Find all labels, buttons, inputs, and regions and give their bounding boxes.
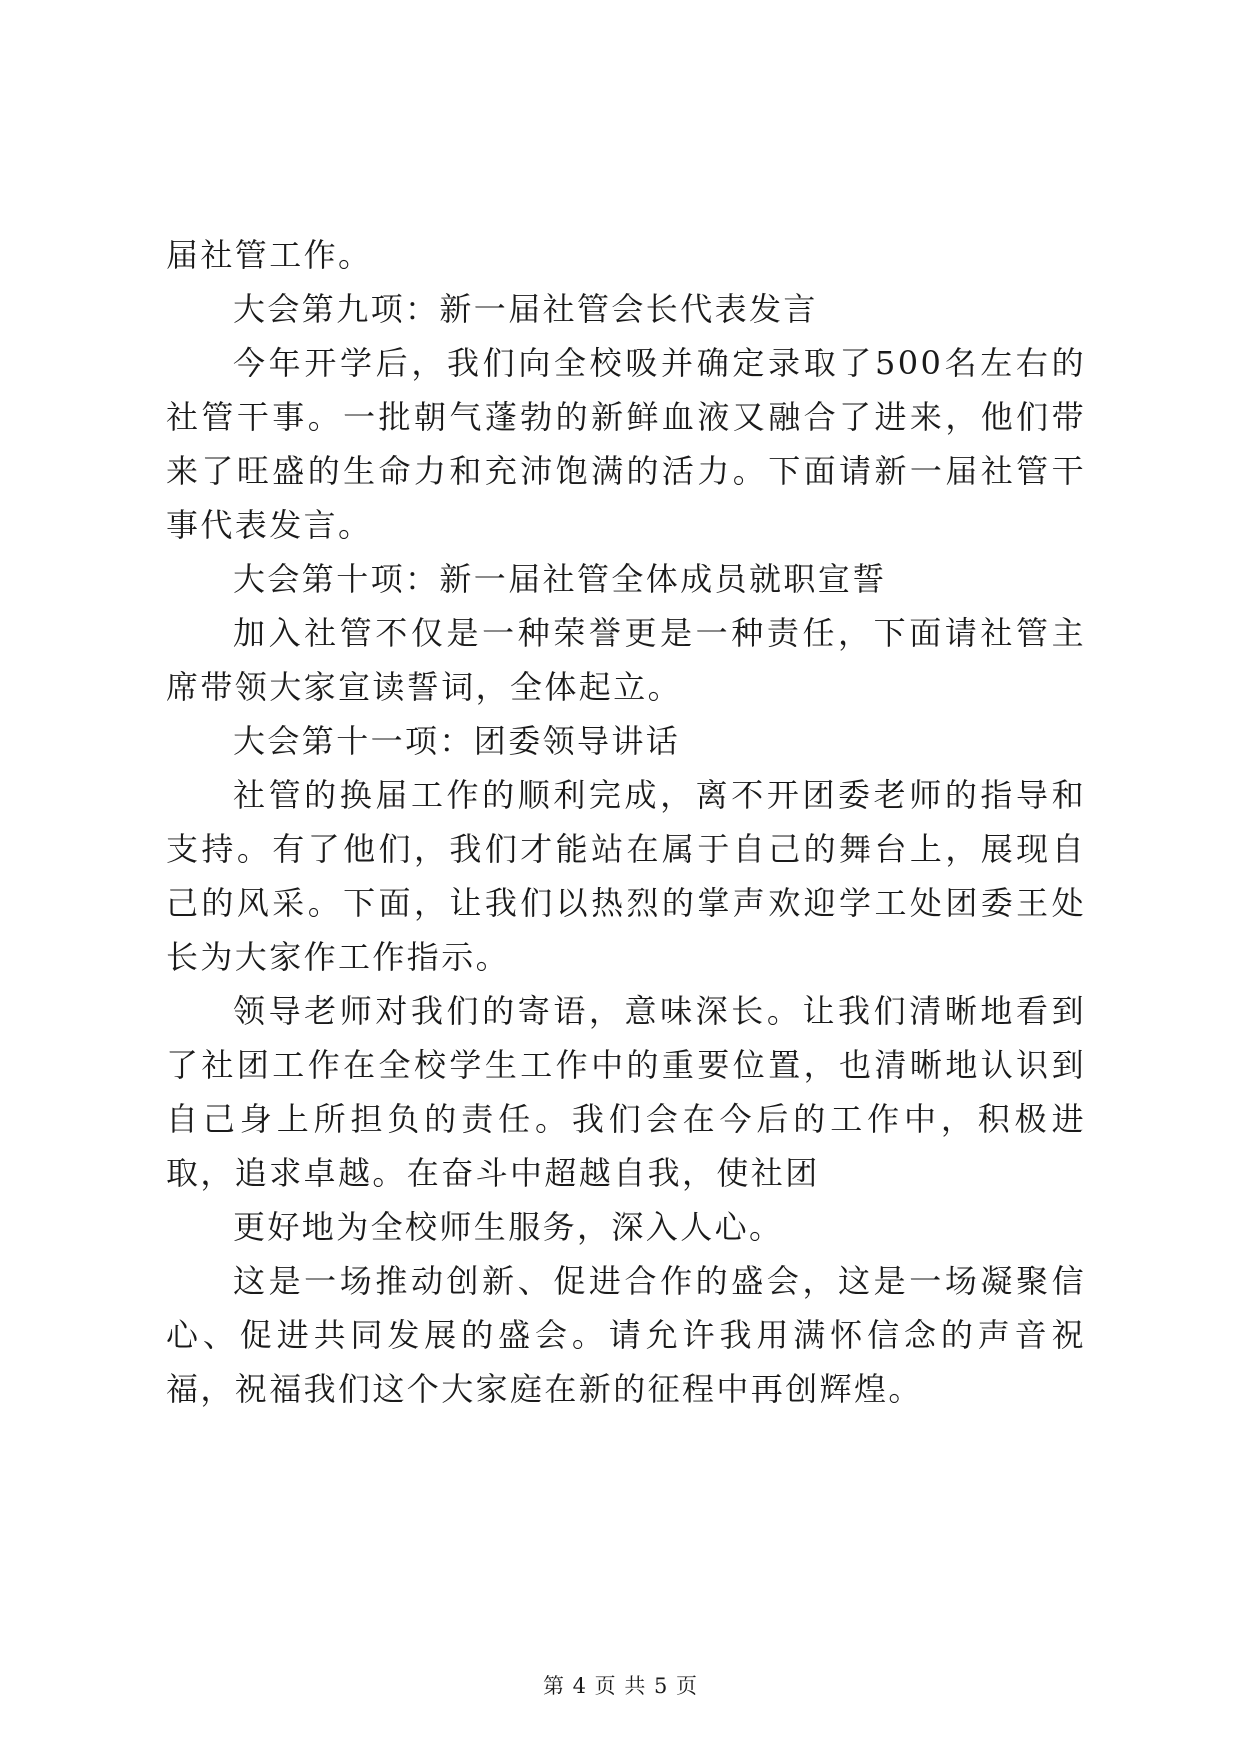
agenda-item-ten: 大会第十项：新一届社管全体成员就职宣誓 <box>233 560 887 598</box>
agenda-item-eleven: 大会第十一项：团委领导讲话 <box>233 722 681 760</box>
paragraph-continued: 届社管工作。 <box>166 236 373 274</box>
paragraph-leader-speech: 社管的换届工作的顺利完成，离不开团委老师的指导和支持。有了他们，我们才能站在属于自己的舞台上，展现自己的风采。下面，让我们以热烈的掌声欢迎学工处团委王处长为大家作工作指示。 <box>166 776 1086 976</box>
paragraph-service: 更好地为全校师生服务，深入人心。 <box>233 1208 784 1246</box>
document-body <box>166 228 1086 1416</box>
agenda-item-nine: 大会第九项：新一届社管会长代表发言 <box>233 290 818 328</box>
page-number-label: 第 4 页 共 5 页 <box>542 1674 699 1698</box>
paragraph-reflection: 领导老师对我们的寄语，意味深长。让我们清晰地看到了社团工作在全校学生工作中的重要位置，也清晰地认识到自己身上所担负的责任。我们会在今后的工作中，积极进取，追求卓越。在奋斗中超越自我，使社团 <box>166 992 1086 1192</box>
paragraph-oath: 加入社管不仅是一种荣誉更是一种责任，下面请社管主席带领大家宣读誓词，全体起立。 <box>166 614 1086 706</box>
paragraph-new-members: 今年开学后，我们向全校吸并确定录取了500名左右的社管干事。一批朝气蓬勃的新鲜血液又融合了进来，他们带来了旺盛的生命力和充沛饱满的活力。下面请新一届社管干事代表发言。 <box>166 344 1086 544</box>
paragraph-closing: 这是一场推动创新、促进合作的盛会，这是一场凝聚信心、促进共同发展的盛会。请允许我用满怀信念的声音祝福，祝福我们这个大家庭在新的征程中再创辉煌。 <box>166 1262 1086 1408</box>
page-footer <box>0 1672 1241 1700</box>
